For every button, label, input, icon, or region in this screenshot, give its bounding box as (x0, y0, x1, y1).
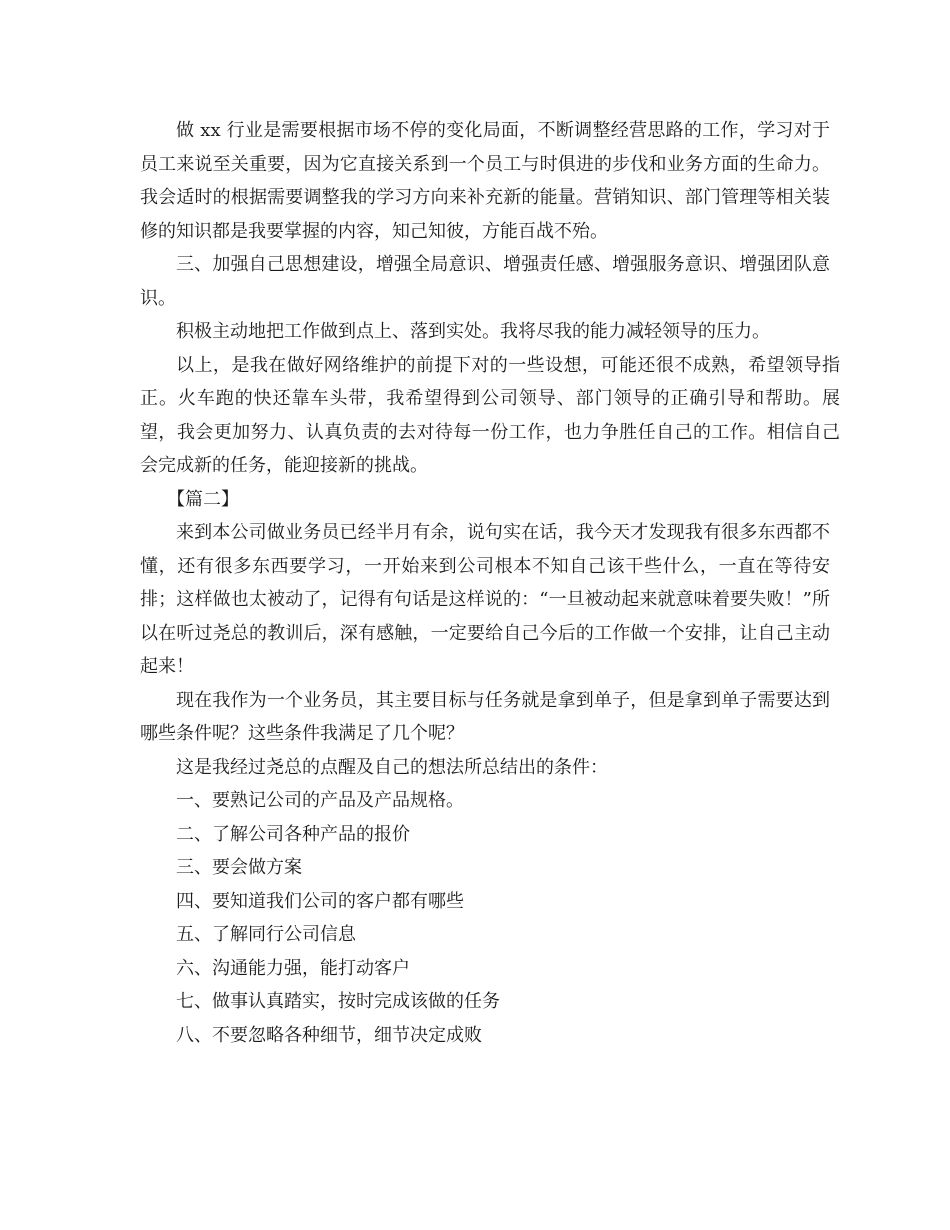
paragraph-initiative: 积极主动地把工作做到点上、落到实处。我将尽我的能力减轻领导的压力。 (176, 321, 770, 342)
paragraph-study: 做 xx 行业是需要根据市场不停的变化局面，不断调整经营思路的工作，学习对于员工来说至关重要，因为它直接关系到一个员工与时俱进的步伐和业务方面的生命力。我会适时的根据需要调整我的学习方向来补充新的能量。营销知识、部门管理等相关装修的知识都是我要掌握的内容，知己知彼，方能百战不殆。 (140, 120, 830, 242)
paragraph-conclusion: 以上，是我在做好网络维护的前提下对的一些设想，可能还很不成熟，希望领导指正。火车跑的快还靠车头带，我希望得到公司领导、部门领导的正确引导和帮助。展望，我会更加努力、认真负责的去对待每一份工作，也力争胜任自己的工作。相信自己会完成新的任务，能迎接新的挑战。 (140, 354, 840, 476)
paragraph-intro: 来到本公司做业务员已经半月有余，说句实在话，我今天才发现我有很多东西都不懂，还有很多东西要学习，一开始来到公司根本不知自己该干些什么，一直在等待安排；这样做也太被动了，记得有句话是这样说的：“一旦被动起来就意味着要失败！”所以在听过尧总的教训后，深有感触，一定要给自己今后的工作做一个安排，让自己主动起来！ (140, 522, 830, 677)
list-item: 四、要知道我们公司的客户都有哪些 (176, 890, 464, 912)
conditions-list (140, 784, 830, 1052)
list-item: 八、不要忽略各种细节，细节决定成败 (176, 1024, 482, 1046)
list-item: 六、沟通能力强，能打动客户 (176, 957, 410, 979)
document-page (140, 114, 840, 1052)
paragraph-awareness: 三、加强自己思想建设，增强全局意识、增强责任感、增强服务意识、增强团队意识。 (140, 254, 830, 309)
list-item: 五、了解同行公司信息 (176, 924, 356, 945)
paragraph-conditions-intro: 这是我经过尧总的点醒及自己的想法所总结出的条件： (176, 756, 608, 778)
list-item: 一、要熟记公司的产品及产品规格。 (176, 790, 464, 811)
list-item: 七、做事认真踏实，按时完成该做的任务 (176, 991, 500, 1012)
list-item: 二、了解公司各种产品的报价 (176, 823, 410, 845)
section-heading: 【篇二】 (167, 488, 239, 510)
list-item: 三、要会做方案 (176, 857, 302, 878)
paragraph-goal: 现在我作为一个业务员，其主要目标与任务就是拿到单子，但是拿到单子需要达到哪些条件呢？这些条件我满足了几个呢？ (140, 689, 830, 744)
